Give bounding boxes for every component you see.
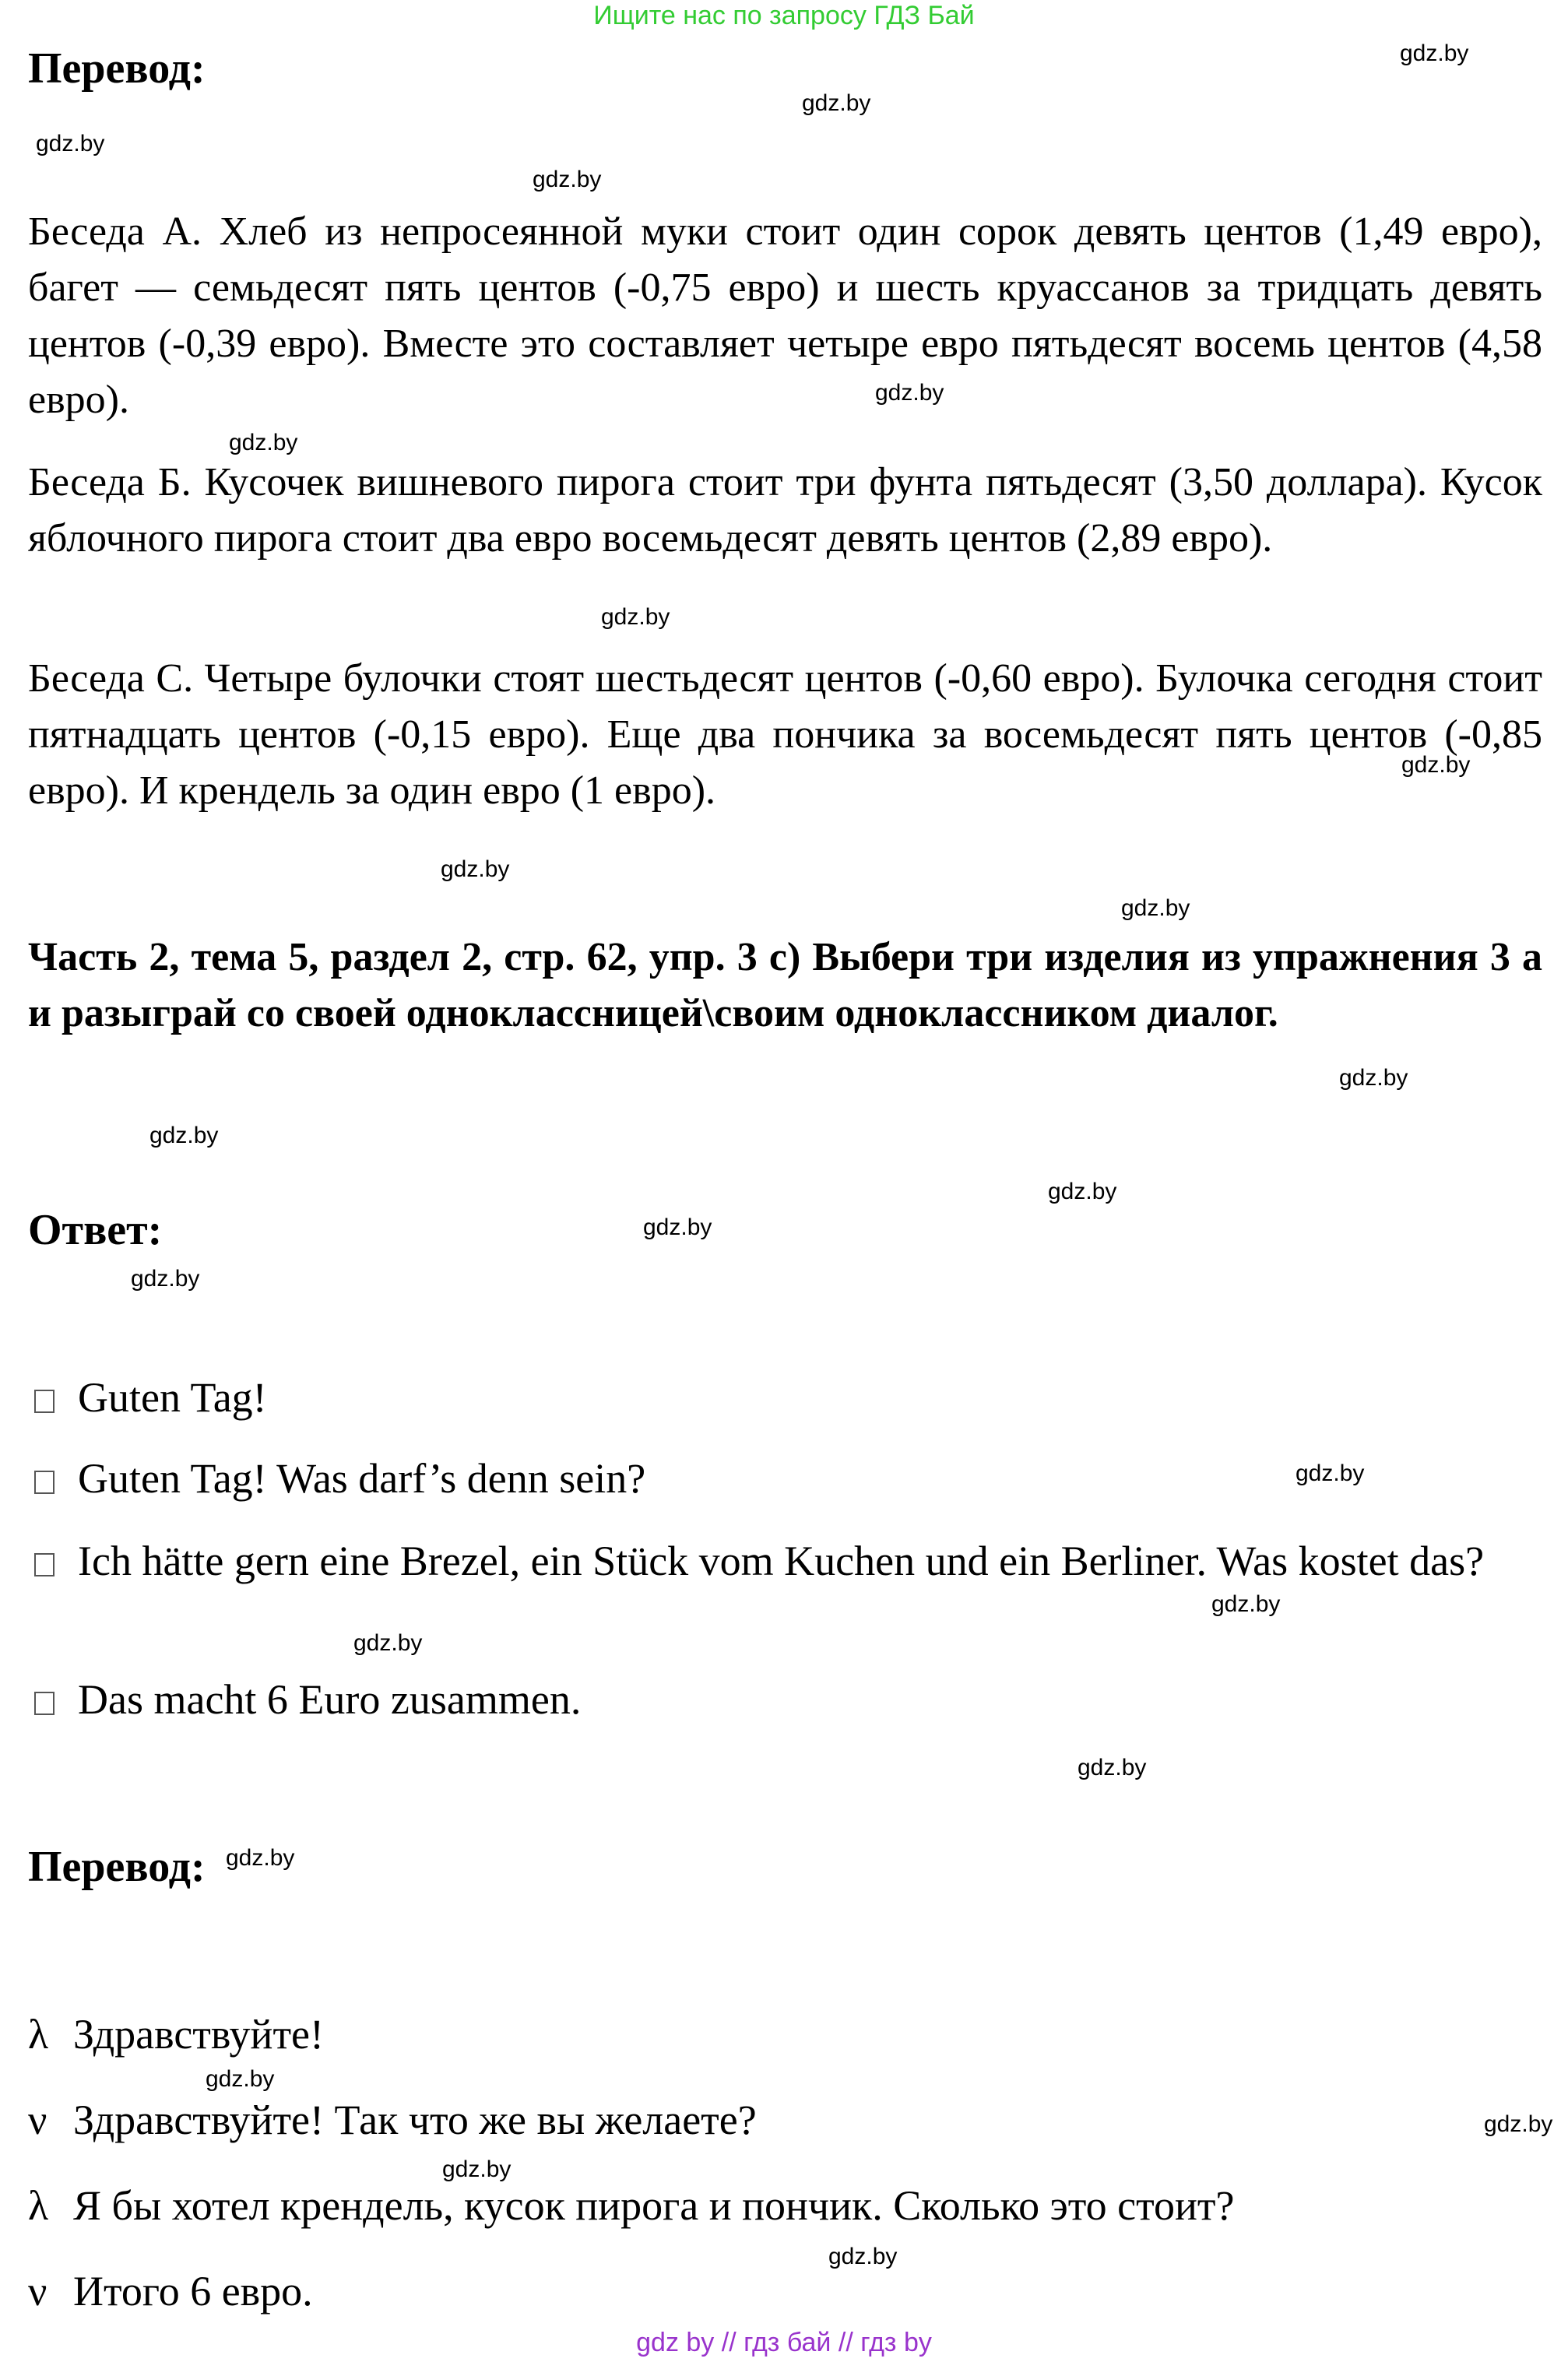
watermark: gdz.by xyxy=(802,90,871,116)
paragraph-conversation-c: Беседа С. Четыре булочки стоят шестьдесят центов (-0,60 евро). Булочка сегодня стоит пятнадцать центов (-0,15 евро). Еще два пончика за восемьдесят пять центов (-0,85 евро). И крендель за один евро (1 евро). xyxy=(28,656,1542,813)
nu-marker-icon: ν xyxy=(28,2097,47,2143)
watermark: gdz.by xyxy=(226,1845,295,1871)
watermark: gdz.by xyxy=(442,2156,512,2182)
translation-line-3: λ Я бы хотел крендель, кусок пирога и пончик. Сколько это стоит? xyxy=(28,2177,1546,2234)
watermark: gdz.by xyxy=(1400,40,1469,66)
watermark: gdz.by xyxy=(206,2066,275,2092)
checkbox-icon xyxy=(34,1553,54,1576)
watermark: gdz.by xyxy=(1121,895,1190,921)
dialogue-line-4: Das macht 6 Euro zusammen. xyxy=(28,1671,1546,1728)
translation-line-2: ν Здравствуйте! Так что же вы желаете? xyxy=(28,2091,1546,2149)
watermark: gdz.by xyxy=(1078,1755,1147,1780)
dialogue-line-1: Guten Tag! xyxy=(28,1369,1546,1426)
watermark: gdz.by xyxy=(875,380,944,406)
watermark: gdz.by xyxy=(1401,752,1471,778)
translation-heading-2: Перевод: xyxy=(28,1843,206,1891)
watermark: gdz.by xyxy=(441,856,510,882)
watermark: gdz.by xyxy=(643,1214,712,1240)
translation-line-1: λ Здравствуйте! xyxy=(28,2005,1546,2063)
checkbox-icon xyxy=(34,1471,54,1494)
paragraph-conversation-b: Беседа Б. Кусочек вишневого пирога стоит три фунта пятьдесят (3,50 доллара). Кусок яблочного пирога стоит два евро восемьдесят девять центов (2,89 евро). xyxy=(28,460,1542,561)
watermark: gdz.by xyxy=(36,131,105,156)
watermark: gdz.by xyxy=(1484,2111,1553,2137)
watermark: gdz.by xyxy=(533,167,602,192)
footer-links[interactable]: gdz by // гдз бай // гдз by xyxy=(636,2328,932,2357)
watermark: gdz.by xyxy=(828,2244,898,2269)
answer-heading: Ответ: xyxy=(28,1206,163,1254)
watermark: gdz.by xyxy=(1339,1065,1408,1091)
dialogue-line-2: Guten Tag! Was darf’s denn sein? xyxy=(28,1450,1546,1507)
watermark: gdz.by xyxy=(353,1630,423,1656)
watermark: gdz.by xyxy=(149,1123,219,1148)
translation-heading-1: Перевод: xyxy=(28,44,206,93)
watermark: gdz.by xyxy=(601,604,670,630)
watermark: gdz.by xyxy=(1296,1460,1365,1486)
nu-marker-icon: ν xyxy=(28,2268,47,2315)
watermark: gdz.by xyxy=(1048,1179,1117,1204)
checkbox-icon xyxy=(34,1692,54,1715)
translation-line-4: ν Итого 6 евро. xyxy=(28,2262,1546,2320)
checkbox-icon xyxy=(34,1390,54,1413)
task-statement: Часть 2, тема 5, раздел 2, стр. 62, упр. 3 с) Выбери три изделия из упражнения 3 а и разыграй со своей одноклассницей\своим одноклассником диалог. xyxy=(28,935,1542,1035)
paragraph-conversation-a: Беседа А. Хлеб из непросеянной муки стоит один сорок девять центов (1,49 евро), багет — семьдесят пять центов (-0,75 евро) и шесть круассанов за тридцать девять центов (-0,39 евро). Вместе это составляет четыре евро пятьдесят восемь центов (4,58 евро). xyxy=(28,209,1542,422)
lambda-marker-icon: λ xyxy=(28,2011,49,2058)
dialogue-line-3: Ich hätte gern eine Brezel, ein Stück vom Kuchen und ein Berliner. Was kostet das? xyxy=(28,1532,1546,1590)
watermark: gdz.by xyxy=(229,430,298,455)
lambda-marker-icon: λ xyxy=(28,2182,49,2229)
watermark: gdz.by xyxy=(131,1266,200,1292)
site-banner[interactable]: Ищите нас по запросу ГДЗ Бай xyxy=(593,1,975,30)
watermark: gdz.by xyxy=(1211,1591,1281,1617)
